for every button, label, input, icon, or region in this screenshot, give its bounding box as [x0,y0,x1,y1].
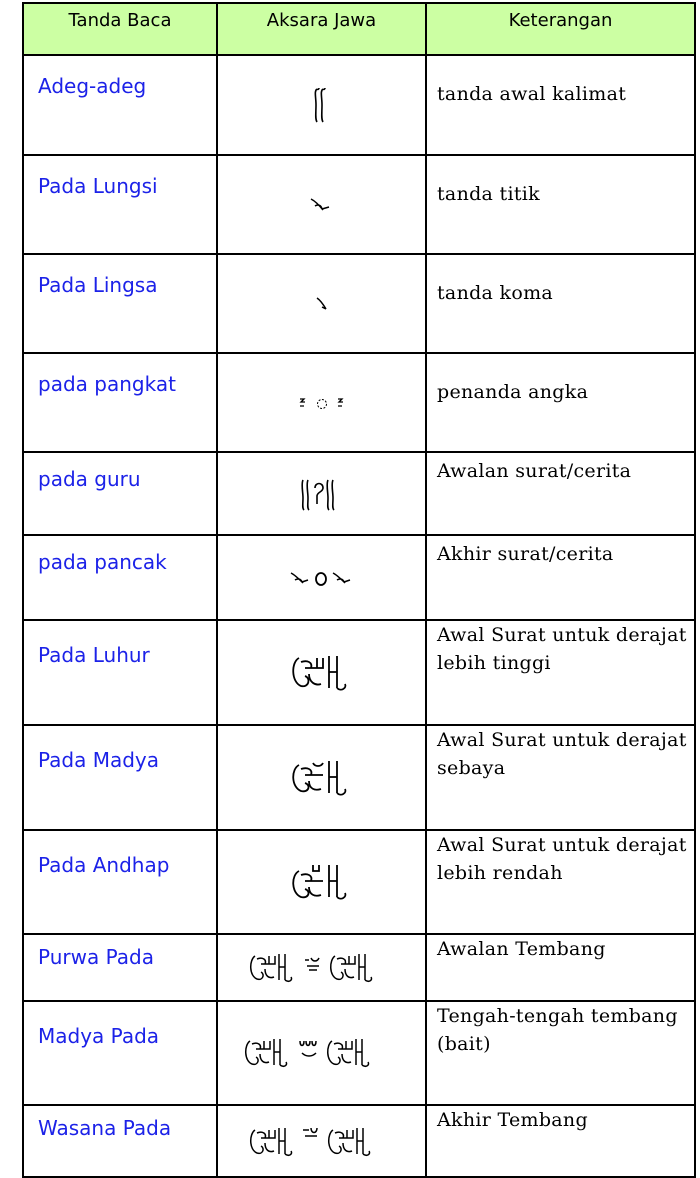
row-desc: Akhir Tembang [426,1105,695,1177]
header-row [23,3,695,55]
table-row [23,1001,695,1105]
punctuation-table [22,2,696,1178]
row-name: Pada Madya [23,725,217,830]
header-aksara-jawa: Aksara Jawa [217,3,426,55]
pada-madya-glyph [217,725,426,830]
row-name: Pada Luhur [23,620,217,725]
pada-lungsi-glyph [217,155,426,254]
pada-luhur-glyph [217,620,426,725]
pada-pangkat-glyph [217,353,426,452]
header-tanda-baca: Tanda Baca [23,3,217,55]
row-desc: Awal Surat untuk derajat sebaya [426,725,695,830]
wasana-pada-glyph [217,1105,426,1177]
header-keterangan: Keterangan [426,3,695,55]
row-desc: Awal Surat untuk derajat lebih tinggi [426,620,695,725]
madya-pada-glyph [217,1001,426,1105]
table-row [23,353,695,452]
purwa-pada-glyph [217,934,426,1001]
row-name: Pada Andhap [23,830,217,934]
row-desc: Awalan Tembang [426,934,695,1001]
pada-lingsa-glyph [217,254,426,353]
row-desc: Awalan surat/cerita [426,452,695,535]
row-name: Purwa Pada [23,934,217,1001]
row-desc: penanda angka [426,353,695,452]
table-row [23,254,695,353]
table-row [23,934,695,1001]
row-desc: Tengah-tengah tembang (bait) [426,1001,695,1105]
table-row [23,452,695,535]
row-desc: Awal Surat untuk derajat lebih rendah [426,830,695,934]
pada-guru-glyph [217,452,426,535]
row-name: Madya Pada [23,1001,217,1105]
pada-andhap-glyph [217,830,426,934]
row-name: Wasana Pada [23,1105,217,1177]
row-desc: tanda awal kalimat [426,55,695,155]
row-name: pada pangkat [23,353,217,452]
row-desc: Akhir surat/cerita [426,535,695,620]
table-row [23,620,695,725]
row-name: Pada Lungsi [23,155,217,254]
row-name: Adeg-adeg [23,55,217,155]
row-desc: tanda titik [426,155,695,254]
row-name: Pada Lingsa [23,254,217,353]
table-row [23,1105,695,1177]
row-name: pada pancak [23,535,217,620]
table-row [23,830,695,934]
pada-pancak-glyph [217,535,426,620]
table-row [23,535,695,620]
adeg-adeg-glyph [217,55,426,155]
table-row [23,725,695,830]
row-name: pada guru [23,452,217,535]
table-row [23,55,695,155]
table-row [23,155,695,254]
row-desc: tanda koma [426,254,695,353]
